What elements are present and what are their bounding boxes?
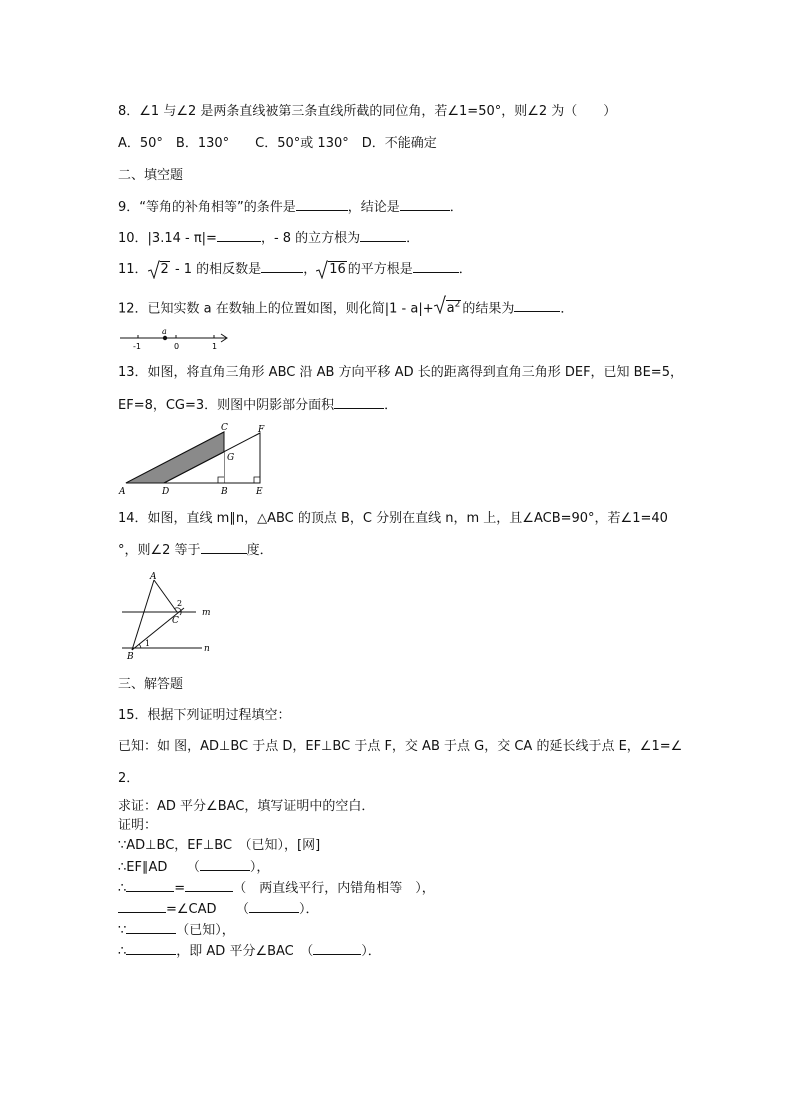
blank	[334, 396, 384, 409]
q15-proof-label: 证明：	[118, 818, 158, 833]
q15-step-2: ∴EF∥AD （ ），	[118, 860, 270, 875]
blank	[249, 900, 299, 913]
blank	[200, 858, 250, 871]
label-c: C	[172, 616, 179, 626]
q10: 10．|3.14 - π|= ，- 8 的立方根为 ．	[118, 231, 420, 246]
section-answer-heading: 三、解答题	[118, 677, 184, 692]
segment-bc	[132, 608, 184, 650]
blank	[413, 260, 459, 273]
section-fill-blank-heading: 二、填空题	[118, 168, 184, 183]
angle-1-label: 1	[145, 639, 151, 648]
q15-given-1: 已知：如 图，AD⊥BC 于点 D，EF⊥BC 于点 F，交 AB 于点 G，交 CA 的延长线于点 E，∠1=∠	[118, 739, 683, 754]
segment-ac	[154, 580, 177, 612]
point-a-label: a	[162, 327, 167, 336]
label-f: F	[258, 425, 265, 435]
blank	[400, 198, 450, 211]
blank	[185, 879, 233, 892]
label-m: m	[202, 608, 211, 618]
segment-ab	[132, 580, 154, 650]
q14-line2: °，则∠2 等于 度．	[118, 543, 273, 558]
label-a: A	[119, 487, 126, 497]
tick-label: 1	[212, 342, 218, 351]
blank	[360, 229, 406, 242]
triangle-translation-figure	[114, 420, 274, 498]
label-g: G	[227, 453, 235, 463]
point-a	[163, 336, 167, 340]
label-a: A	[150, 572, 157, 582]
blank	[126, 942, 176, 955]
angle-1-arc	[139, 644, 141, 648]
q15-step-5: ∵ （已知），	[118, 923, 235, 938]
blank	[126, 921, 176, 934]
q15-given-2: 2．	[118, 771, 140, 786]
blank	[296, 198, 348, 211]
label-b: B	[127, 652, 134, 662]
q11: 11． 2 - 1 的相反数是 ， 16 的平方根是 ．	[118, 262, 472, 277]
q13-line2: EF=8，CG=3．则图中阴影部分面积 ．	[118, 398, 398, 413]
label-c: C	[221, 423, 228, 433]
q15-step-1: ∵AD⊥BC，EF⊥BC （已知），[网]	[118, 838, 321, 853]
q15-step-3: ∴ = （ 两直线平行，内错角相等 ），	[118, 881, 435, 896]
blank	[126, 879, 174, 892]
q15-step-4: =∠CAD （ ）．	[118, 900, 319, 919]
q13-line1: 13．如图，将直角三角形 ABC 沿 AB 方向平移 AD 长的距离得到直角三角形 DEF，已知 BE=5，	[118, 365, 683, 380]
tick-label: 0	[174, 342, 180, 351]
sqrt-radical: $a^2$	[434, 296, 462, 318]
label-n: n	[204, 644, 210, 654]
q9: 9．“等角的补角相等”的条件是 ，结论是 ．	[118, 200, 463, 215]
right-angle-mark	[254, 477, 260, 483]
tick-label: -1	[133, 342, 141, 351]
q14-line1: 14．如图，直线 m∥n，△ABC 的顶点 B，C 分别在直线 n，m 上，且∠ACB=90°，若∠1=40	[118, 511, 668, 526]
label-e: E	[256, 487, 263, 497]
blank	[201, 541, 247, 554]
q12: 12．已知实数 a 在数轴上的位置如图，则化简|1 - a|+ $a^2$ 的结果为 ．	[118, 296, 573, 318]
blank	[217, 229, 261, 242]
angle-2-label: 2	[177, 599, 183, 608]
blank	[514, 299, 560, 312]
blank	[118, 900, 166, 913]
q8-stem: 8．∠1 与∠2 是两条直线被第三条直线所截的同位角，若∠1=50°，则∠2 为（ ）	[118, 104, 617, 119]
sqrt-radical: 16	[316, 261, 347, 279]
parallel-lines-figure	[114, 568, 224, 662]
label-d: D	[162, 487, 170, 497]
q15-title: 15．根据下列证明过程填空：	[118, 708, 291, 723]
number-line-figure	[118, 326, 238, 354]
sqrt-radical: 2	[148, 261, 170, 279]
q15-step-6: ∴ ，即 AD 平分∠BAC （ ）．	[118, 944, 381, 959]
q15-prove: 求证：AD 平分∠BAC，填写证明中的空白．	[118, 799, 375, 814]
blank	[313, 942, 361, 955]
label-b: B	[221, 487, 228, 497]
q8-options: A．50° B．130° C．50°或 130° D．不能确定	[118, 136, 437, 151]
blank	[261, 260, 303, 273]
